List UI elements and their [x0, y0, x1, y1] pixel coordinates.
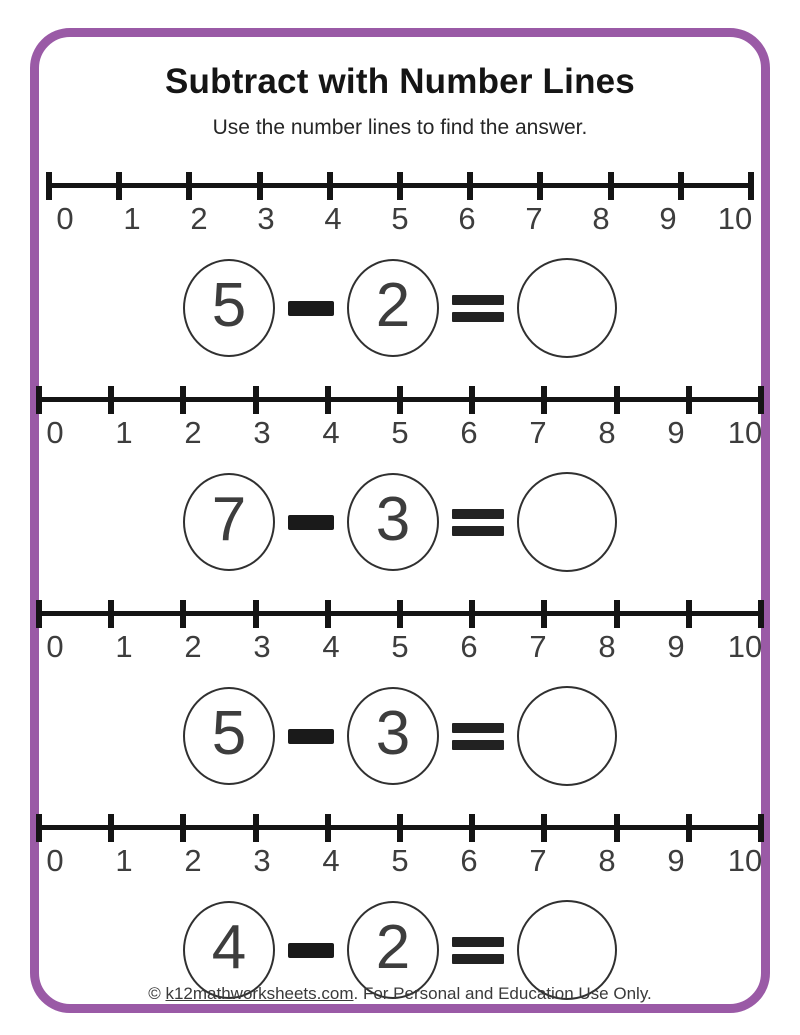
- number-line: [39, 814, 761, 842]
- tick-label: 4: [324, 201, 342, 236]
- equals-bar-top: [452, 723, 504, 733]
- tick-mark: [36, 814, 42, 842]
- subtrahend-value: 3: [375, 699, 411, 768]
- number-line-labels: [46, 415, 763, 450]
- tick-label: 9: [667, 843, 685, 878]
- exercise-3: [39, 600, 761, 786]
- tick-label: 10: [727, 629, 763, 664]
- tick-label: 2: [184, 843, 202, 878]
- tick-label: 0: [46, 415, 64, 450]
- subtraction-problem-1: [39, 258, 761, 358]
- tick-label: 6: [460, 629, 478, 664]
- tick-mark: [257, 172, 263, 200]
- tick-label: 2: [184, 629, 202, 664]
- tick-label: 9: [659, 201, 677, 236]
- number-line-3: [39, 600, 761, 664]
- tick-label: 10: [727, 843, 763, 878]
- tick-mark: [180, 814, 186, 842]
- tick-mark: [541, 386, 547, 414]
- tick-label: 4: [322, 843, 340, 878]
- number-line-ticks: [39, 386, 761, 414]
- tick-mark: [36, 386, 42, 414]
- tick-mark: [758, 814, 764, 842]
- subtraction-problem-2: [39, 472, 761, 572]
- minuend-value: 5: [211, 699, 247, 768]
- tick-label: 5: [391, 415, 409, 450]
- number-line-1: [39, 172, 761, 236]
- equals-bar-bottom: [452, 954, 504, 964]
- subtrahend-value: 3: [375, 485, 411, 554]
- tick-label: 1: [115, 629, 133, 664]
- tick-label: 3: [257, 201, 275, 236]
- footer-link[interactable]: k12mathworksheets.com: [165, 984, 354, 1003]
- tick-mark: [467, 172, 473, 200]
- equals-bar-bottom: [452, 740, 504, 750]
- minus-icon: [288, 515, 334, 530]
- tick-mark: [253, 600, 259, 628]
- exercise-1: [39, 172, 761, 358]
- tick-mark: [253, 386, 259, 414]
- tick-label: 0: [56, 201, 74, 236]
- number-line-ticks: [39, 814, 761, 842]
- minuend-circle: [183, 473, 275, 571]
- tick-mark: [614, 814, 620, 842]
- equals-icon: [452, 509, 504, 536]
- tick-label: 0: [46, 843, 64, 878]
- tick-label: 5: [391, 201, 409, 236]
- minuend-value: 4: [211, 913, 247, 982]
- tick-label: 0: [46, 629, 64, 664]
- number-line: [49, 172, 751, 200]
- tick-label: 3: [253, 415, 271, 450]
- tick-mark: [686, 600, 692, 628]
- tick-label: 8: [598, 415, 616, 450]
- tick-mark: [253, 814, 259, 842]
- number-line: [39, 600, 761, 628]
- minus-icon: [288, 729, 334, 744]
- minuend-value: 7: [211, 485, 247, 554]
- number-line: [39, 386, 761, 414]
- equals-icon: [452, 723, 504, 750]
- tick-mark: [758, 600, 764, 628]
- exercise-2: [39, 386, 761, 572]
- tick-label: 10: [727, 415, 763, 450]
- tick-mark: [397, 172, 403, 200]
- tick-mark: [108, 600, 114, 628]
- tick-label: 7: [529, 629, 547, 664]
- tick-mark: [108, 386, 114, 414]
- tick-mark: [537, 172, 543, 200]
- answer-circle[interactable]: [517, 258, 617, 358]
- tick-mark: [180, 600, 186, 628]
- tick-label: 2: [190, 201, 208, 236]
- tick-mark: [327, 172, 333, 200]
- tick-label: 9: [667, 415, 685, 450]
- tick-label: 5: [391, 629, 409, 664]
- worksheet-border: [30, 28, 770, 1013]
- equals-bar-bottom: [452, 526, 504, 536]
- minuend-value: 5: [211, 271, 247, 340]
- tick-label: 8: [592, 201, 610, 236]
- tick-label: 7: [525, 201, 543, 236]
- subtrahend-value: 2: [375, 271, 411, 340]
- page-subtitle: Use the number lines to find the answer.: [212, 116, 588, 139]
- tick-mark: [469, 814, 475, 842]
- copyright-symbol: ©: [148, 984, 161, 1003]
- tick-mark: [397, 386, 403, 414]
- tick-label: 9: [667, 629, 685, 664]
- answer-circle[interactable]: [517, 686, 617, 786]
- footer-text: . For Personal and Education Use Only.: [353, 984, 652, 1003]
- number-line-labels: [46, 843, 763, 878]
- minus-icon: [288, 301, 334, 316]
- subtrahend-circle: [347, 259, 439, 357]
- page-title: Subtract with Number Lines: [165, 62, 635, 101]
- tick-label: 10: [717, 201, 753, 236]
- tick-mark: [541, 600, 547, 628]
- tick-label: 3: [253, 629, 271, 664]
- tick-label: 6: [458, 201, 476, 236]
- tick-mark: [541, 814, 547, 842]
- tick-mark: [469, 386, 475, 414]
- subtraction-problem-3: [39, 686, 761, 786]
- minuend-circle: [183, 687, 275, 785]
- tick-label: 3: [253, 843, 271, 878]
- tick-mark: [108, 814, 114, 842]
- minus-icon: [288, 943, 334, 958]
- tick-mark: [325, 814, 331, 842]
- tick-label: 6: [460, 415, 478, 450]
- subtrahend-circle: [347, 473, 439, 571]
- equals-bar-top: [452, 509, 504, 519]
- equals-icon: [452, 937, 504, 964]
- tick-mark: [116, 172, 122, 200]
- tick-mark: [469, 600, 475, 628]
- tick-mark: [397, 814, 403, 842]
- number-line-labels: [46, 629, 763, 664]
- tick-mark: [397, 600, 403, 628]
- worksheet-content: [39, 37, 761, 1004]
- tick-label: 7: [529, 843, 547, 878]
- number-line-ticks: [49, 172, 751, 200]
- tick-label: 1: [115, 843, 133, 878]
- tick-mark: [614, 386, 620, 414]
- tick-mark: [36, 600, 42, 628]
- tick-label: 4: [322, 415, 340, 450]
- footer-credit: [39, 984, 761, 1004]
- tick-label: 8: [598, 629, 616, 664]
- tick-mark: [748, 172, 754, 200]
- tick-label: 5: [391, 843, 409, 878]
- tick-label: 1: [123, 201, 141, 236]
- tick-label: 6: [460, 843, 478, 878]
- tick-mark: [325, 386, 331, 414]
- tick-mark: [686, 386, 692, 414]
- answer-circle[interactable]: [517, 472, 617, 572]
- number-line-2: [39, 386, 761, 450]
- equals-icon: [452, 295, 504, 322]
- tick-mark: [186, 172, 192, 200]
- equals-bar-top: [452, 937, 504, 947]
- tick-label: 7: [529, 415, 547, 450]
- equals-bar-top: [452, 295, 504, 305]
- minuend-circle: [183, 259, 275, 357]
- equals-bar-bottom: [452, 312, 504, 322]
- number-line-4: [39, 814, 761, 878]
- number-line-labels: [56, 201, 753, 236]
- tick-mark: [180, 386, 186, 414]
- tick-mark: [46, 172, 52, 200]
- tick-label: 2: [184, 415, 202, 450]
- exercise-4: [39, 814, 761, 1000]
- subtrahend-value: 2: [375, 913, 411, 982]
- tick-mark: [608, 172, 614, 200]
- tick-mark: [678, 172, 684, 200]
- tick-label: 1: [115, 415, 133, 450]
- tick-mark: [614, 600, 620, 628]
- subtrahend-circle: [347, 687, 439, 785]
- tick-mark: [686, 814, 692, 842]
- tick-label: 4: [322, 629, 340, 664]
- tick-mark: [325, 600, 331, 628]
- tick-mark: [758, 386, 764, 414]
- tick-label: 8: [598, 843, 616, 878]
- number-line-ticks: [39, 600, 761, 628]
